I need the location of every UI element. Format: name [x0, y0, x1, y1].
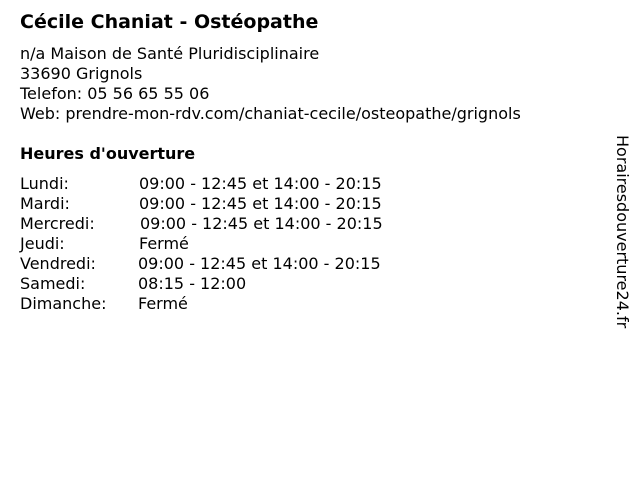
watermark-text: Horairesdouverture24.fr — [613, 135, 632, 329]
day-label: Lundi: — [20, 174, 69, 193]
address-line: n/a Maison de Santé Pluridisciplinaire — [20, 44, 320, 63]
day-label: Vendredi: — [20, 254, 96, 273]
hours-value: 08:15 - 12:00 — [138, 274, 247, 293]
hours-value: 09:00 - 12:45 et 14:00 - 20:15 — [139, 174, 382, 193]
site-watermark — [612, 135, 632, 345]
day-label: Mercredi: — [20, 214, 95, 233]
hours-value: 09:00 - 12:45 et 14:00 - 20:15 — [140, 214, 383, 233]
hours-heading: Heures d'ouverture — [20, 144, 196, 163]
day-label: Jeudi: — [20, 234, 65, 253]
day-label: Dimanche: — [20, 294, 107, 313]
phone-line: Telefon: 05 56 65 55 06 — [20, 84, 210, 103]
page-title: Cécile Chaniat - Ostéopathe — [20, 11, 319, 33]
day-label: Mardi: — [20, 194, 70, 213]
day-label: Samedi: — [20, 274, 86, 293]
website-line: Web: prendre-mon-rdv.com/chaniat-cecile/osteopathe/grignols — [20, 104, 521, 123]
address-block — [20, 44, 521, 124]
hours-value: 09:00 - 12:45 et 14:00 - 20:15 — [138, 254, 381, 273]
hours-value: Fermé — [139, 234, 189, 253]
hours-value: 09:00 - 12:45 et 14:00 - 20:15 — [139, 194, 382, 213]
hours-value: Fermé — [138, 294, 188, 313]
postal-city-line: 33690 Grignols — [20, 64, 143, 83]
